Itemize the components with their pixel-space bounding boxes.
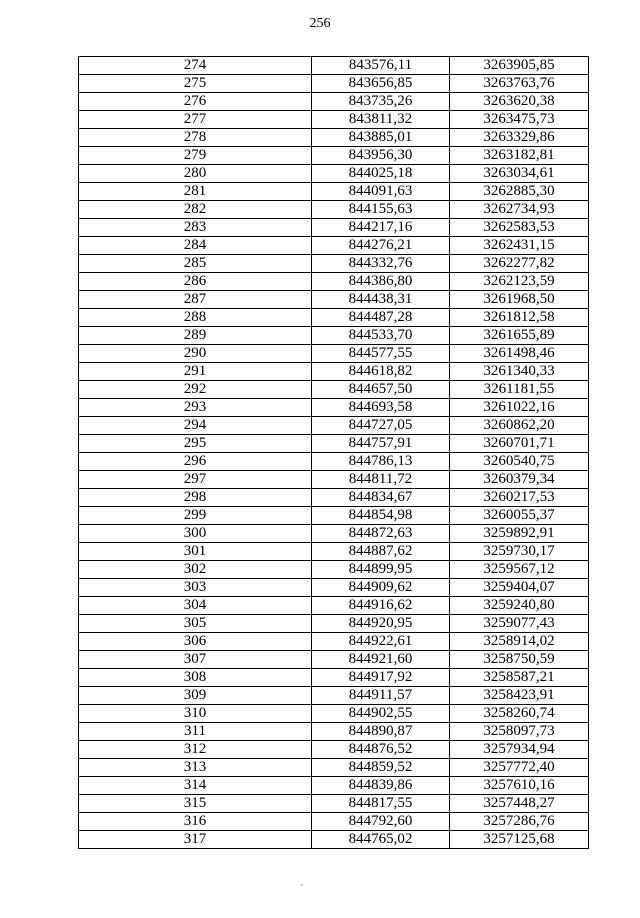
point-number-cell: 313 [79,759,312,777]
y-coordinate-cell: 3259240,80 [450,597,589,615]
table-row [79,273,589,291]
point-number-cell: 294 [79,417,312,435]
point-number-cell: 315 [79,795,312,813]
point-number-cell: 314 [79,777,312,795]
table-row [79,471,589,489]
y-coordinate-cell: 3257934,94 [450,741,589,759]
point-number-cell: 300 [79,525,312,543]
x-coordinate-cell: 844854,98 [312,507,450,525]
y-coordinate-cell: 3257125,68 [450,831,589,849]
table-row [79,291,589,309]
y-coordinate-cell: 3259730,17 [450,543,589,561]
table-row [79,759,589,777]
x-coordinate-cell: 844887,62 [312,543,450,561]
x-coordinate-cell: 844817,55 [312,795,450,813]
x-coordinate-cell: 844727,05 [312,417,450,435]
x-coordinate-cell: 844811,72 [312,471,450,489]
y-coordinate-cell: 3263905,85 [450,57,589,75]
point-number-cell: 305 [79,615,312,633]
y-coordinate-cell: 3260217,53 [450,489,589,507]
x-coordinate-cell: 844693,58 [312,399,450,417]
table-row [79,543,589,561]
point-number-cell: 302 [79,561,312,579]
point-number-cell: 286 [79,273,312,291]
x-coordinate-cell: 844909,62 [312,579,450,597]
table-row [79,597,589,615]
y-coordinate-cell: 3257286,76 [450,813,589,831]
y-coordinate-cell: 3261181,55 [450,381,589,399]
x-coordinate-cell: 844917,92 [312,669,450,687]
table-row [79,309,589,327]
table-row [79,381,589,399]
point-number-cell: 296 [79,453,312,471]
x-coordinate-cell: 844618,82 [312,363,450,381]
table-row [79,183,589,201]
coordinates-table [78,56,589,849]
x-coordinate-cell: 844757,91 [312,435,450,453]
point-number-cell: 306 [79,633,312,651]
x-coordinate-cell: 843811,32 [312,111,450,129]
x-coordinate-cell: 843956,30 [312,147,450,165]
x-coordinate-cell: 844890,87 [312,723,450,741]
table-row [79,201,589,219]
point-number-cell: 298 [79,489,312,507]
point-number-cell: 274 [79,57,312,75]
point-number-cell: 308 [79,669,312,687]
point-number-cell: 285 [79,255,312,273]
y-coordinate-cell: 3263475,73 [450,111,589,129]
table-row [79,75,589,93]
y-coordinate-cell: 3263034,61 [450,165,589,183]
point-number-cell: 310 [79,705,312,723]
y-coordinate-cell: 3257448,27 [450,795,589,813]
x-coordinate-cell: 844911,57 [312,687,450,705]
point-number-cell: 292 [79,381,312,399]
y-coordinate-cell: 3259077,43 [450,615,589,633]
x-coordinate-cell: 843735,26 [312,93,450,111]
table-row [79,705,589,723]
point-number-cell: 278 [79,129,312,147]
y-coordinate-cell: 3262734,93 [450,201,589,219]
table-row [79,813,589,831]
point-number-cell: 276 [79,93,312,111]
x-coordinate-cell: 843656,85 [312,75,450,93]
table-row [79,831,589,849]
x-coordinate-cell: 844876,52 [312,741,450,759]
x-coordinate-cell: 843885,01 [312,129,450,147]
point-number-cell: 291 [79,363,312,381]
table-row [79,255,589,273]
point-number-cell: 297 [79,471,312,489]
table-row [79,237,589,255]
y-coordinate-cell: 3258587,21 [450,669,589,687]
table-row [79,795,589,813]
x-coordinate-cell: 844091,63 [312,183,450,201]
x-coordinate-cell: 844487,28 [312,309,450,327]
x-coordinate-cell: 844920,95 [312,615,450,633]
x-coordinate-cell: 844792,60 [312,813,450,831]
table-row [79,669,589,687]
point-number-cell: 311 [79,723,312,741]
table-row [79,417,589,435]
table-row [79,615,589,633]
point-number-cell: 316 [79,813,312,831]
y-coordinate-cell: 3258423,91 [450,687,589,705]
page-number: 256 [309,16,331,31]
y-coordinate-cell: 3262583,53 [450,219,589,237]
scan-speck [301,884,303,886]
x-coordinate-cell: 844765,02 [312,831,450,849]
x-coordinate-cell: 844834,67 [312,489,450,507]
y-coordinate-cell: 3262277,82 [450,255,589,273]
y-coordinate-cell: 3261812,58 [450,309,589,327]
x-coordinate-cell: 844786,13 [312,453,450,471]
point-number-cell: 282 [79,201,312,219]
table-row [79,561,589,579]
y-coordinate-cell: 3263763,76 [450,75,589,93]
table-row [79,363,589,381]
table-row [79,57,589,75]
y-coordinate-cell: 3258750,59 [450,651,589,669]
table-row [79,453,589,471]
coordinates-table-body [79,57,589,849]
point-number-cell: 281 [79,183,312,201]
x-coordinate-cell: 844386,80 [312,273,450,291]
table-row [79,687,589,705]
x-coordinate-cell: 844902,55 [312,705,450,723]
table-row [79,111,589,129]
x-coordinate-cell: 844577,55 [312,345,450,363]
table-row [79,219,589,237]
y-coordinate-cell: 3261022,16 [450,399,589,417]
x-coordinate-cell: 844899,95 [312,561,450,579]
table-row [79,741,589,759]
point-number-cell: 301 [79,543,312,561]
point-number-cell: 287 [79,291,312,309]
table-row [79,723,589,741]
x-coordinate-cell: 844657,50 [312,381,450,399]
x-coordinate-cell: 844872,63 [312,525,450,543]
y-coordinate-cell: 3257772,40 [450,759,589,777]
y-coordinate-cell: 3261655,89 [450,327,589,345]
x-coordinate-cell: 843576,11 [312,57,450,75]
table-row [79,345,589,363]
point-number-cell: 303 [79,579,312,597]
x-coordinate-cell: 844438,31 [312,291,450,309]
table-row [79,507,589,525]
table-row [79,525,589,543]
x-coordinate-cell: 844921,60 [312,651,450,669]
y-coordinate-cell: 3261498,46 [450,345,589,363]
point-number-cell: 312 [79,741,312,759]
x-coordinate-cell: 844332,76 [312,255,450,273]
y-coordinate-cell: 3257610,16 [450,777,589,795]
point-number-cell: 295 [79,435,312,453]
table-row [79,327,589,345]
point-number-cell: 309 [79,687,312,705]
table-row [79,633,589,651]
table-row [79,435,589,453]
table-row [79,165,589,183]
x-coordinate-cell: 844916,62 [312,597,450,615]
x-coordinate-cell: 844155,63 [312,201,450,219]
y-coordinate-cell: 3259892,91 [450,525,589,543]
y-coordinate-cell: 3260701,71 [450,435,589,453]
x-coordinate-cell: 844276,21 [312,237,450,255]
x-coordinate-cell: 844025,18 [312,165,450,183]
y-coordinate-cell: 3259567,12 [450,561,589,579]
point-number-cell: 279 [79,147,312,165]
point-number-cell: 290 [79,345,312,363]
y-coordinate-cell: 3261968,50 [450,291,589,309]
y-coordinate-cell: 3262431,15 [450,237,589,255]
y-coordinate-cell: 3261340,33 [450,363,589,381]
point-number-cell: 275 [79,75,312,93]
y-coordinate-cell: 3262885,30 [450,183,589,201]
x-coordinate-cell: 844859,52 [312,759,450,777]
table-row [79,129,589,147]
table-row [79,579,589,597]
y-coordinate-cell: 3258914,02 [450,633,589,651]
y-coordinate-cell: 3260540,75 [450,453,589,471]
y-coordinate-cell: 3260379,34 [450,471,589,489]
point-number-cell: 317 [79,831,312,849]
point-number-cell: 293 [79,399,312,417]
y-coordinate-cell: 3258260,74 [450,705,589,723]
point-number-cell: 284 [79,237,312,255]
x-coordinate-cell: 844922,61 [312,633,450,651]
table-row [79,777,589,795]
y-coordinate-cell: 3262123,59 [450,273,589,291]
y-coordinate-cell: 3260862,20 [450,417,589,435]
point-number-cell: 280 [79,165,312,183]
point-number-cell: 277 [79,111,312,129]
x-coordinate-cell: 844839,86 [312,777,450,795]
y-coordinate-cell: 3263329,86 [450,129,589,147]
y-coordinate-cell: 3260055,37 [450,507,589,525]
point-number-cell: 304 [79,597,312,615]
table-row [79,147,589,165]
y-coordinate-cell: 3258097,73 [450,723,589,741]
table-row [79,399,589,417]
x-coordinate-cell: 844217,16 [312,219,450,237]
y-coordinate-cell: 3263182,81 [450,147,589,165]
point-number-cell: 288 [79,309,312,327]
y-coordinate-cell: 3259404,07 [450,579,589,597]
point-number-cell: 283 [79,219,312,237]
point-number-cell: 307 [79,651,312,669]
point-number-cell: 289 [79,327,312,345]
y-coordinate-cell: 3263620,38 [450,93,589,111]
table-row [79,651,589,669]
point-number-cell: 299 [79,507,312,525]
table-row [79,489,589,507]
x-coordinate-cell: 844533,70 [312,327,450,345]
table-row [79,93,589,111]
